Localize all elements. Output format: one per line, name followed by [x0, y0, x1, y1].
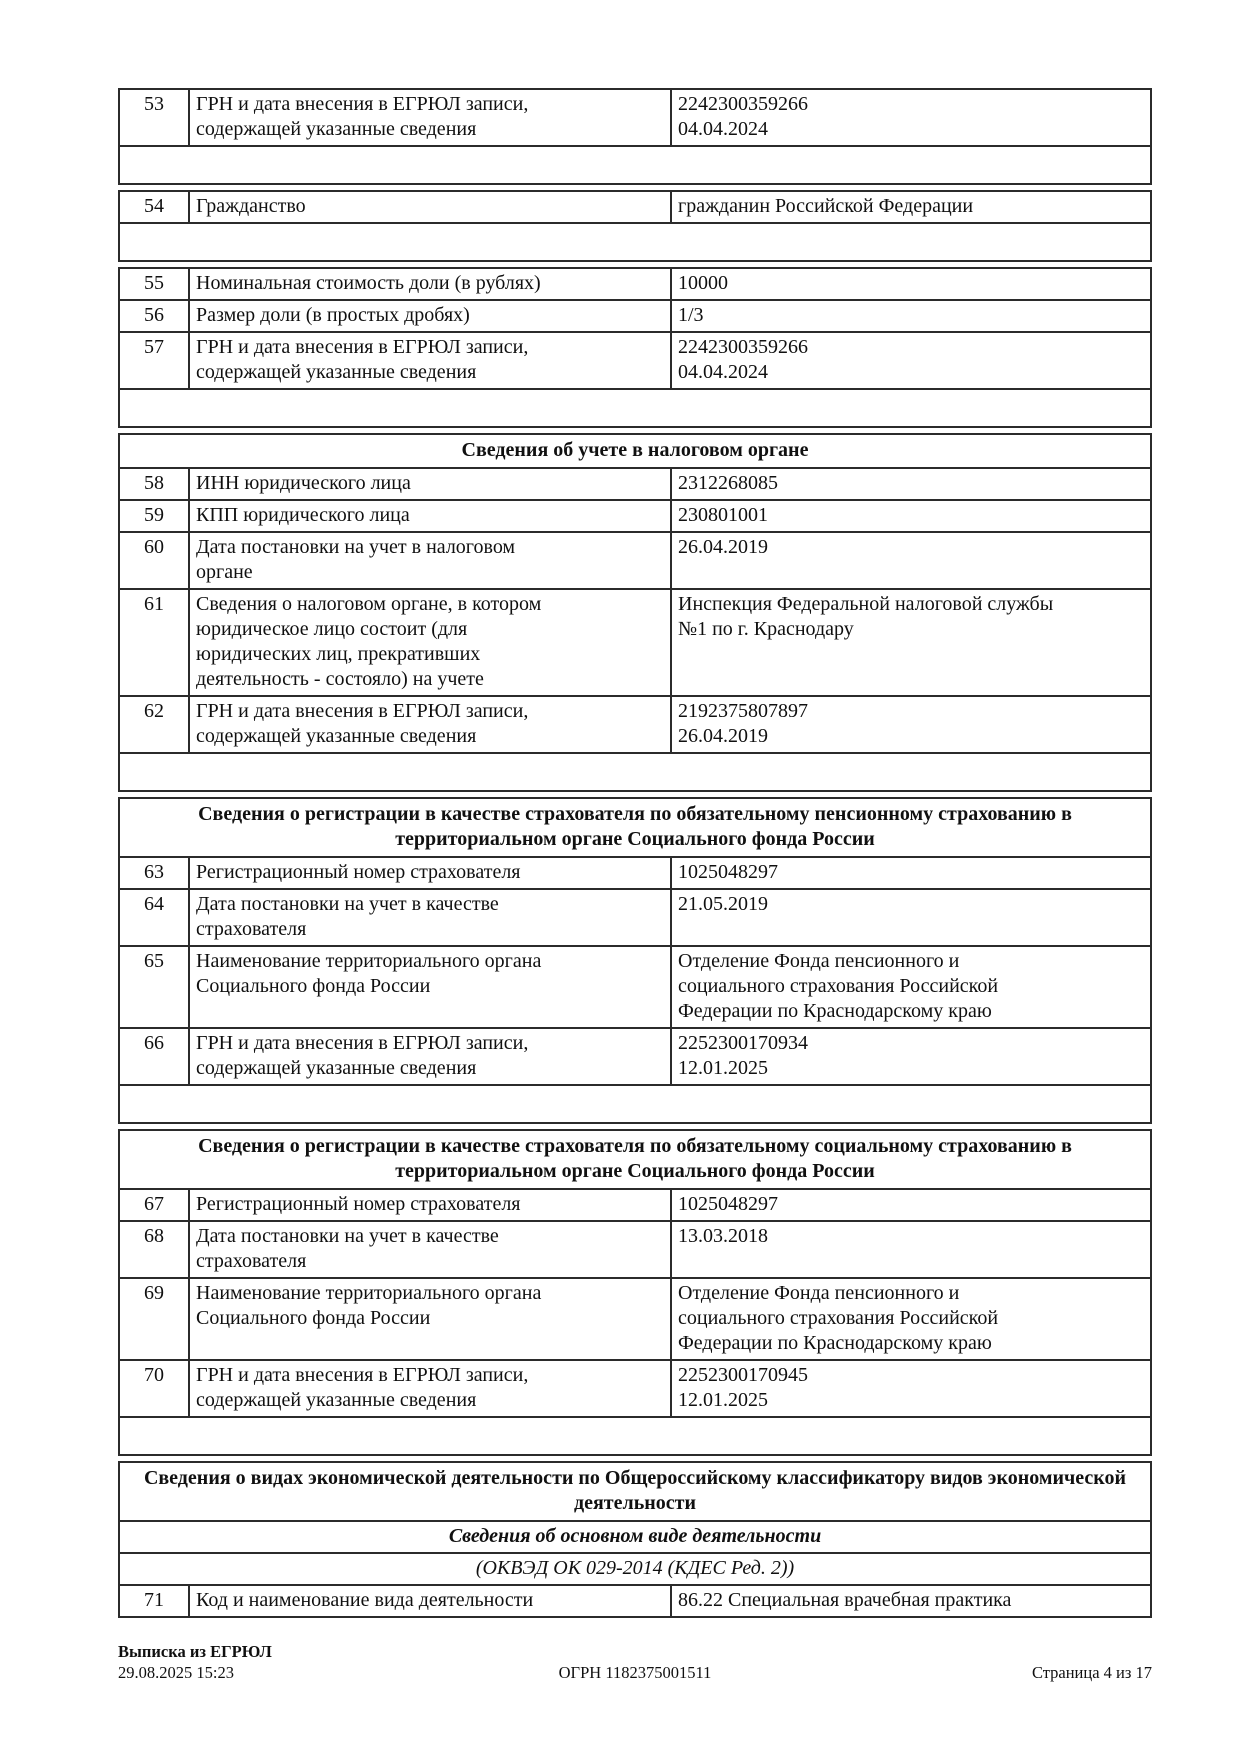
row-label — [190, 590, 672, 695]
table-row — [120, 331, 1150, 388]
row-number: 70 — [120, 1361, 190, 1416]
row-label — [190, 533, 672, 588]
row-number: 67 — [120, 1190, 190, 1220]
spacer-row — [120, 145, 1150, 183]
row-value-line: 1/3 — [678, 304, 704, 326]
row-label — [190, 890, 672, 945]
row-value-line: 2312268085 — [678, 472, 778, 494]
row-label — [190, 333, 672, 388]
row-label — [190, 301, 672, 331]
row-number: 54 — [120, 192, 190, 222]
spacer-row — [120, 222, 1150, 260]
row-label — [190, 1586, 672, 1616]
row-label-line: Размер доли (в простых дробях) — [196, 304, 470, 326]
row-label — [190, 858, 672, 888]
egrul-extract-table — [118, 88, 1152, 1623]
row-value — [672, 192, 1150, 222]
footer-page-number: Страница 4 из 17 — [1031, 1663, 1152, 1682]
section-header: Сведения о регистрации в качестве страхователя по обязательному пенсионному страхованию в территориальном органе Социального фонда России — [198, 803, 1072, 850]
row-value-line: 12.01.2025 — [678, 1389, 768, 1411]
row-value — [672, 697, 1150, 752]
section-header: Сведения о видах экономической деятельности по Общероссийскому классификатору видов экономической деятельности — [143, 1467, 1127, 1514]
row-number: 69 — [120, 1279, 190, 1359]
row-value-line: 2192375807897 — [678, 700, 808, 722]
row-label-line: страхователя — [196, 1250, 307, 1272]
footer-doc-name: Выписка из ЕГРЮЛ — [118, 1642, 272, 1661]
row-label-line: Номинальная стоимость доли (в рублях) — [196, 272, 541, 294]
row-number: 58 — [120, 469, 190, 499]
row-label-line: ИНН юридического лица — [196, 472, 411, 494]
row-value — [672, 533, 1150, 588]
row-label-line: органе — [196, 561, 253, 583]
row-value — [672, 269, 1150, 299]
table-row — [120, 945, 1150, 1027]
row-number: 59 — [120, 501, 190, 531]
row-label-line: ГРН и дата внесения в ЕГРЮЛ записи, — [196, 336, 529, 358]
row-label — [190, 1190, 672, 1220]
row-value-line: Инспекция Федеральной налоговой службы — [678, 593, 1054, 615]
row-value-line: гражданин Российской Федерации — [678, 195, 974, 217]
row-value-line: Федерации по Краснодарскому краю — [678, 1000, 992, 1022]
spacer-row — [120, 1084, 1150, 1122]
row-label — [190, 90, 672, 145]
row-value-line: 2242300359266 — [678, 93, 808, 115]
table-row — [120, 1359, 1150, 1416]
row-label-line: Социального фонда России — [196, 1307, 431, 1329]
row-label-line: содержащей указанные сведения — [196, 118, 477, 140]
row-value-line: №1 по г. Краснодару — [678, 618, 854, 640]
table-row — [120, 299, 1150, 331]
row-label — [190, 1222, 672, 1277]
row-label-line: Регистрационный номер страхователя — [196, 861, 521, 883]
table-block — [118, 797, 1152, 1124]
table-row — [120, 588, 1150, 695]
row-value-line: 230801001 — [678, 504, 768, 526]
table-row — [120, 192, 1150, 222]
row-number: 66 — [120, 1029, 190, 1084]
row-label-line: содержащей указанные сведения — [196, 1389, 477, 1411]
row-number: 64 — [120, 890, 190, 945]
classifier-note: (ОКВЭД ОК 029-2014 (КДЕС Ред. 2)) — [120, 1552, 1150, 1584]
row-label-line: ГРН и дата внесения в ЕГРЮЛ записи, — [196, 700, 529, 722]
row-label — [190, 697, 672, 752]
table-block — [118, 1129, 1152, 1456]
row-number: 61 — [120, 590, 190, 695]
row-number: 55 — [120, 269, 190, 299]
row-value-line: 1025048297 — [678, 861, 778, 883]
row-number: 56 — [120, 301, 190, 331]
row-label-line: Регистрационный номер страхователя — [196, 1193, 521, 1215]
row-value-line: 04.04.2024 — [678, 118, 768, 140]
table-row — [120, 269, 1150, 299]
table-block — [118, 190, 1152, 262]
spacer-row — [120, 752, 1150, 790]
table-block — [118, 267, 1152, 428]
row-value — [672, 1029, 1150, 1084]
row-label-line: Дата постановки на учет в налоговом — [196, 536, 516, 558]
subsection-header: Сведения об основном виде деятельности — [120, 1520, 1150, 1552]
table-row — [120, 1220, 1150, 1277]
row-number: 65 — [120, 947, 190, 1027]
row-label-line: КПП юридического лица — [196, 504, 410, 526]
footer-timestamp: 29.08.2025 15:23 — [118, 1663, 234, 1683]
row-label — [190, 269, 672, 299]
section-header: Сведения о регистрации в качестве страхователя по обязательному социальному страхованию в территориальном органе Социального фонда России — [198, 1135, 1072, 1182]
table-row — [120, 1027, 1150, 1084]
section-header: Сведения об учете в налоговом органе — [461, 439, 809, 461]
row-label — [190, 501, 672, 531]
row-value-line: 2242300359266 — [678, 336, 808, 358]
row-value — [672, 1279, 1150, 1359]
row-label — [190, 192, 672, 222]
row-label-line: ГРН и дата внесения в ЕГРЮЛ записи, — [196, 93, 529, 115]
row-value-line: 13.03.2018 — [678, 1225, 768, 1247]
row-value-line: социального страхования Российской — [678, 1307, 999, 1329]
row-value — [672, 947, 1150, 1027]
row-label — [190, 947, 672, 1027]
table-block — [118, 88, 1152, 185]
row-value-line: 12.01.2025 — [678, 1057, 768, 1079]
row-value-line: 86.22 Специальная врачебная практика — [678, 1589, 1012, 1611]
table-block — [118, 433, 1152, 792]
row-label-line: деятельность - состояло) на учете — [196, 668, 484, 690]
row-value — [672, 501, 1150, 531]
table-block — [118, 1461, 1152, 1618]
table-row — [120, 888, 1150, 945]
row-number: 63 — [120, 858, 190, 888]
table-row — [120, 695, 1150, 752]
table-row — [120, 90, 1150, 145]
table-row — [120, 1188, 1150, 1220]
row-value-line: Отделение Фонда пенсионного и — [678, 1282, 960, 1304]
row-value-line: 04.04.2024 — [678, 361, 768, 383]
row-label-line: Сведения о налоговом органе, в котором — [196, 593, 542, 615]
row-label — [190, 469, 672, 499]
row-label-line: Дата постановки на учет в качестве — [196, 1225, 499, 1247]
row-label-line: ГРН и дата внесения в ЕГРЮЛ записи, — [196, 1032, 529, 1054]
table-row — [120, 531, 1150, 588]
row-value — [672, 1190, 1150, 1220]
row-label — [190, 1361, 672, 1416]
row-value — [672, 1222, 1150, 1277]
row-label-line: страхователя — [196, 918, 307, 940]
row-value — [672, 1586, 1150, 1616]
row-label-line: содержащей указанные сведения — [196, 361, 477, 383]
row-value-line: 21.05.2019 — [678, 893, 768, 915]
row-value — [672, 469, 1150, 499]
row-number: 62 — [120, 697, 190, 752]
row-value-line: 10000 — [678, 272, 728, 294]
row-value — [672, 590, 1150, 695]
row-value — [672, 858, 1150, 888]
row-value-line: социального страхования Российской — [678, 975, 999, 997]
table-row — [120, 1584, 1150, 1616]
row-label — [190, 1279, 672, 1359]
row-number: 71 — [120, 1586, 190, 1616]
row-value-line: 26.04.2019 — [678, 725, 768, 747]
table-row — [120, 1277, 1150, 1359]
row-value-line: 1025048297 — [678, 1193, 778, 1215]
spacer-row — [120, 388, 1150, 426]
table-row — [120, 856, 1150, 888]
row-value — [672, 333, 1150, 388]
row-label-line: ГРН и дата внесения в ЕГРЮЛ записи, — [196, 1364, 529, 1386]
row-value-line: Отделение Фонда пенсионного и — [678, 950, 960, 972]
row-label-line: содержащей указанные сведения — [196, 1057, 477, 1079]
row-label-line: Социального фонда России — [196, 975, 431, 997]
spacer-row — [120, 1416, 1150, 1454]
row-number: 60 — [120, 533, 190, 588]
footer-ogrn: ОГРН 1182375001511 — [558, 1663, 712, 1682]
row-label-line: Наименование территориального органа — [196, 950, 542, 972]
row-label-line: Дата постановки на учет в качестве — [196, 893, 499, 915]
row-value-line: Федерации по Краснодарскому краю — [678, 1332, 992, 1354]
row-label-line: юридическое лицо состоит (для — [196, 618, 468, 640]
row-number: 68 — [120, 1222, 190, 1277]
row-value — [672, 1361, 1150, 1416]
row-value-line: 26.04.2019 — [678, 536, 768, 558]
table-row — [120, 467, 1150, 499]
row-value-line: 2252300170945 — [678, 1364, 808, 1386]
row-number: 57 — [120, 333, 190, 388]
row-label-line: юридических лиц, прекративших — [196, 643, 481, 665]
row-label-line: Наименование территориального органа — [196, 1282, 542, 1304]
row-value — [672, 90, 1150, 145]
row-value — [672, 301, 1150, 331]
row-value-line: 2252300170934 — [678, 1032, 808, 1054]
row-value — [672, 890, 1150, 945]
row-label-line: содержащей указанные сведения — [196, 725, 477, 747]
table-row — [120, 499, 1150, 531]
row-label-line: Гражданство — [196, 195, 306, 217]
row-number: 53 — [120, 90, 190, 145]
row-label — [190, 1029, 672, 1084]
row-label-line: Код и наименование вида деятельности — [196, 1589, 534, 1611]
